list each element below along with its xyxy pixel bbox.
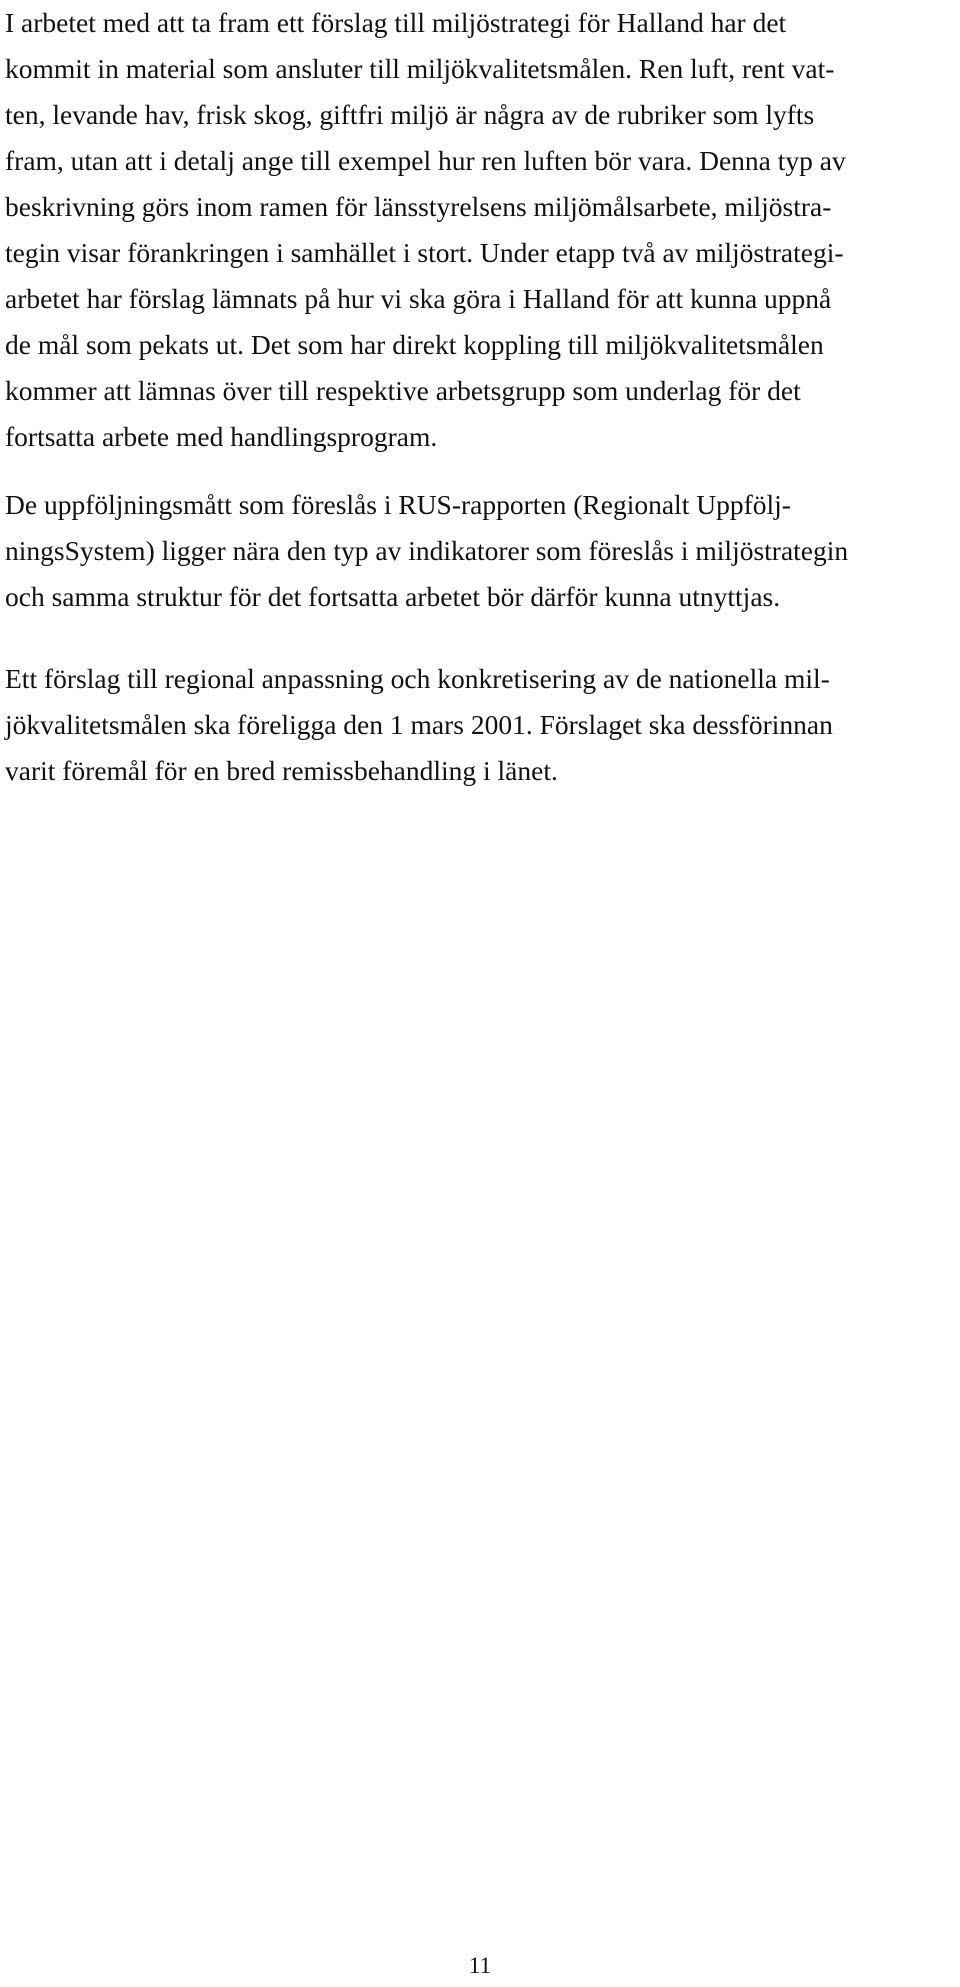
paragraph-line: arbetet har förslag lämnats på hur vi ska göra i Halland för att kunna uppnå [5, 283, 832, 314]
paragraph-line: I arbetet med att ta fram ett förslag till miljöstrategi för Halland har det [5, 7, 787, 38]
paragraph-2 [5, 482, 955, 620]
paragraph-line: kommit in material som ansluter till miljökvalitetsmålen. Ren luft, rent vat- [5, 53, 835, 84]
paragraph-line: kommer att lämnas över till respektive arbetsgrupp som underlag för det [5, 375, 801, 406]
page-number: 11 [468, 1953, 492, 1978]
paragraph-3 [5, 656, 955, 794]
paragraph-line: tegin visar förankringen i samhället i stort. Under etapp två av miljöstrategi- [5, 237, 844, 268]
paragraph-line: fortsatta arbete med handlingsprogram. [5, 421, 438, 452]
paragraph-line: De uppföljningsmått som föreslås i RUS-rapporten (Regionalt Uppfölj- [5, 489, 791, 520]
paragraph-line: ten, levande hav, frisk skog, giftfri miljö är några av de rubriker som lyfts [5, 99, 815, 130]
paragraph-line: fram, utan att i detalj ange till exempel hur ren luften bör vara. Denna typ av [5, 145, 846, 176]
paragraph-line: jökvalitetsmålen ska föreligga den 1 mars 2001. Förslaget ska dessförinnan [5, 709, 833, 740]
paragraph-line: de mål som pekats ut. Det som har direkt koppling till miljökvalitetsmålen [5, 329, 824, 360]
paragraph-line: beskrivning görs inom ramen för länsstyrelsens miljömålsarbete, miljöstra- [5, 191, 832, 222]
paragraph-line: Ett förslag till regional anpassning och konkretisering av de nationella mil- [5, 663, 830, 694]
paragraph-line: ningsSystem) ligger nära den typ av indikatorer som föreslås i miljöstrategin [5, 535, 849, 566]
paragraph-1 [5, 0, 955, 460]
paragraph-line: varit föremål för en bred remissbehandling i länet. [5, 755, 558, 786]
paragraph-line: och samma struktur för det fortsatta arbetet bör därför kunna utnyttjas. [5, 581, 781, 612]
